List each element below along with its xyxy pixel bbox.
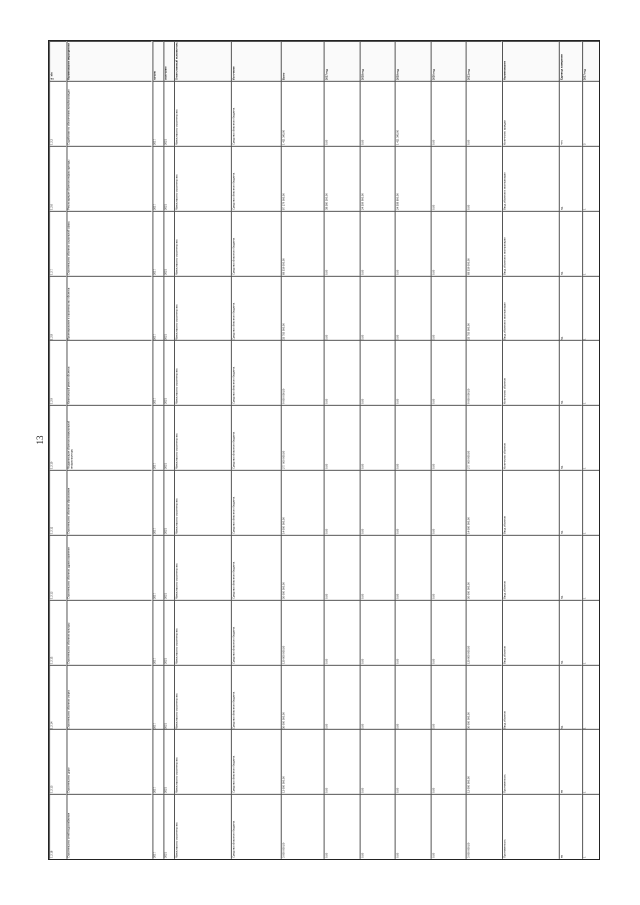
table-cell-resp: Министерство строительства <box>174 146 231 211</box>
table-cell-ind: Ввод объектов <box>502 600 559 665</box>
table-cell-source: Средства областного бюджета <box>231 81 281 146</box>
table-cell-source: Средства областного бюджета <box>231 405 281 470</box>
table-cell-y2017: 0,00 <box>324 535 360 600</box>
table-cell-source: Средства областного бюджета <box>231 211 281 276</box>
table-cell-total: 12 000 000,00 <box>281 729 324 794</box>
table-cell-y2021: 30 000 000,00 <box>466 665 502 730</box>
table-cell-ind: Количество объектов <box>502 340 559 405</box>
table-cell-y2017: 0,00 <box>324 665 360 730</box>
table-cell-v: 1 <box>582 600 599 665</box>
table-cell-y2019: 0,00 <box>395 665 431 730</box>
table-cell-name: Реконструкция объектов инфраструктуры <box>66 146 151 211</box>
table-cell-ind: Протяженность <box>502 729 559 794</box>
table-cell-end: 2021 <box>163 276 174 341</box>
table-cell-start: 2017 <box>152 729 163 794</box>
table-cell-no: 1.2.10 <box>49 405 66 470</box>
table-cell-name: Строительство объектов культуры <box>66 600 151 665</box>
table-cell-unit: ед. <box>559 211 582 276</box>
table-cell-ind: Ввод объектов <box>502 470 559 535</box>
table-cell-y2021: 3 000 000,00 <box>466 794 502 859</box>
table-cell-v: 1 <box>582 729 599 794</box>
table-cell-y2020: 0,00 <box>431 470 467 535</box>
header-y2019: 2019 год <box>395 41 431 81</box>
table-cell-y2018: 0,00 <box>360 729 396 794</box>
table-cell-source: Средства областного бюджета <box>231 794 281 859</box>
table-cell-name: Строительство объектов образования <box>66 470 151 535</box>
table-cell-y2019: 0,00 <box>395 211 431 276</box>
table-cell-ind: Ввод объектов <box>502 535 559 600</box>
table-cell-name: Содействие по обеспечению жильём граждан <box>66 81 151 146</box>
table-cell-no: 1.2.9 <box>49 340 66 405</box>
table-cell-no: 1.2.12 <box>49 535 66 600</box>
table-cell-y2018: 24 309 900,00 <box>360 146 396 211</box>
table-cell-y2020: 0,00 <box>431 535 467 600</box>
table-cell-source: Средства областного бюджета <box>231 276 281 341</box>
table-cell-end: 2021 <box>163 794 174 859</box>
table-cell-source: Средства областного бюджета <box>231 146 281 211</box>
header-y2020: 2020 год <box>431 41 467 81</box>
table-cell-total: 3 000 000,00 <box>281 794 324 859</box>
financing-table <box>48 40 600 860</box>
table-cell-y2017: 0,00 <box>324 211 360 276</box>
table-cell-y2018: 0,00 <box>360 211 396 276</box>
table-cell-y2019: 0,00 <box>395 794 431 859</box>
table-cell-resp: Министерство строительства <box>174 276 231 341</box>
table-cell-y2020: 0,00 <box>431 729 467 794</box>
header-source: Источники <box>231 41 281 81</box>
table-cell-resp: Министерство строительства <box>174 729 231 794</box>
table-cell-resp: Министерство строительства <box>174 405 231 470</box>
table-cell-source: Средства областного бюджета <box>231 600 281 665</box>
table-cell-name: Капитальный ремонт объектов <box>66 340 151 405</box>
table-cell-no: 1.2.8 <box>49 276 66 341</box>
table-cell-y2018: 0,00 <box>360 340 396 405</box>
table-cell-no: 1.2.2 <box>49 81 66 146</box>
table-cell-start: 2017 <box>152 600 163 665</box>
table-cell-y2021: 0,00 <box>466 81 502 146</box>
table-cell-no: 1.2.16 <box>49 794 66 859</box>
table-cell-ind: Ввод объектов в эксплуатацию <box>502 146 559 211</box>
table-cell-y2020: 0,00 <box>431 665 467 730</box>
table-cell-y2017: 38 560 500,00 <box>324 146 360 211</box>
table-cell-v: 1 <box>582 276 599 341</box>
table-cell-v: 1 <box>582 340 599 405</box>
table-cell-y2018: 0,00 <box>360 665 396 730</box>
table-cell-y2020: 0,00 <box>431 340 467 405</box>
table-cell-y2021: 0,00 <box>466 146 502 211</box>
table-cell-ind: Количество объектов <box>502 405 559 470</box>
table-cell-y2020: 0,00 <box>431 405 467 470</box>
header-end: окончание <box>163 41 174 81</box>
table-cell-resp: Министерство строительства <box>174 665 231 730</box>
table-cell-resp: Министерство строительства <box>174 81 231 146</box>
table-cell-y2017: 0,00 <box>324 405 360 470</box>
table-cell-y2021: 68 319 000,00 <box>466 211 502 276</box>
table-cell-source: Средства областного бюджета <box>231 535 281 600</box>
table-cell-name: Строительство объектов социальной сферы <box>66 211 151 276</box>
header-ind: Наименование <box>502 41 559 81</box>
table-cell-start: 2017 <box>152 665 163 730</box>
table-cell-y2021: 50 000 000,00 <box>466 535 502 600</box>
table-cell-total: 50 000 000,00 <box>281 535 324 600</box>
table-cell-start: 2017 <box>152 535 163 600</box>
table-cell-y2017: 0,00 <box>324 276 360 341</box>
header-v: 2017 год <box>582 41 599 81</box>
table-cell-resp: Министерство строительства <box>174 535 231 600</box>
table-cell-y2019: 0,00 <box>395 729 431 794</box>
header-start: начало <box>152 41 163 81</box>
table-cell-y2020: 0,00 <box>431 794 467 859</box>
table-cell-start: 2017 <box>152 81 163 146</box>
table-cell-y2021: 120 000 000,00 <box>466 600 502 665</box>
table-cell-y2021: 277 000 000,00 <box>466 405 502 470</box>
table-cell-source: Средства областного бюджета <box>231 340 281 405</box>
table-cell-total: 9 000 000,00 <box>281 340 324 405</box>
table-cell-y2021: 12 000 000,00 <box>466 729 502 794</box>
table-cell-y2017: 0,00 <box>324 340 360 405</box>
table-cell-start: 2017 <box>152 405 163 470</box>
table-cell-y2019: 0,00 <box>395 600 431 665</box>
table-cell-end: 2021 <box>163 470 174 535</box>
table-cell-end: 2021 <box>163 146 174 211</box>
table-cell-unit: ед. <box>559 600 582 665</box>
table-cell-v: 1 <box>582 794 599 859</box>
table-cell-resp: Министерство строительства <box>174 340 231 405</box>
table-cell-y2019: 0,00 <box>395 470 431 535</box>
header-resp: Ответственный исполнитель <box>174 41 231 81</box>
header-y2017: 2017 год <box>324 41 360 81</box>
table-cell-y2018: 0,00 <box>360 470 396 535</box>
table-cell-v: 1 <box>582 211 599 276</box>
table-cell-unit: ед. <box>559 535 582 600</box>
table-cell-y2020: 0,00 <box>431 81 467 146</box>
table-cell-end: 2021 <box>163 405 174 470</box>
table-cell-y2020: 0,00 <box>431 600 467 665</box>
table-cell-y2019: 0,00 <box>395 340 431 405</box>
table-cell-name: Модернизация объектов коммунальной инфраструктуры <box>66 405 151 470</box>
table-cell-no: 1.2.11 <box>49 470 66 535</box>
table-cell-y2017: 0,00 <box>324 729 360 794</box>
table-cell-y2018: 0,00 <box>360 535 396 600</box>
table-cell-end: 2021 <box>163 211 174 276</box>
table-cell-resp: Министерство строительства <box>174 600 231 665</box>
table-cell-y2020: 0,00 <box>431 211 467 276</box>
page-number: 13 <box>35 435 45 445</box>
table-cell-y2018: 0,00 <box>360 794 396 859</box>
table-cell-unit: ед. <box>559 340 582 405</box>
table-cell-ind: Ввод объектов <box>502 665 559 730</box>
table-cell-no: 1.2.7 <box>49 211 66 276</box>
table-cell-unit: ед. <box>559 276 582 341</box>
table-cell-start: 2017 <box>152 276 163 341</box>
table-cell-name: Строительство объектов здравоохранения <box>66 535 151 600</box>
table-cell-unit: чел. <box>559 81 582 146</box>
header-no: № п/п <box>49 41 66 81</box>
table-cell-unit: км <box>559 729 582 794</box>
table-cell-name: Строительство объектов спорта <box>66 665 151 730</box>
table-cell-no: 1.2.13 <box>49 600 66 665</box>
table-cell-y2021: 33 792 000,00 <box>466 276 502 341</box>
table-cell-y2019: 0,00 <box>395 405 431 470</box>
table-cell-v: 1 <box>582 535 599 600</box>
table-cell-name: Строительство сетей водоснабжения <box>66 794 151 859</box>
table-cell-start: 2017 <box>152 340 163 405</box>
table-cell-total: 277 000 000,00 <box>281 405 324 470</box>
header-y2021: 2021 год <box>466 41 502 81</box>
table-cell-total: 87 179 000,00 <box>281 146 324 211</box>
header-name: Наименование мероприятия <box>66 41 151 81</box>
table-cell-unit: ед. <box>559 470 582 535</box>
table-cell-y2018: 0,00 <box>360 405 396 470</box>
table-cell-total: 120 000 000,00 <box>281 600 324 665</box>
header-unit: Единица измерения <box>559 41 582 81</box>
table-grid <box>49 41 599 859</box>
table-cell-name: Проектирование и строительство объектов <box>66 276 151 341</box>
table-cell-total: 1 411 345,00 <box>281 81 324 146</box>
table-cell-end: 2021 <box>163 600 174 665</box>
table-cell-end: 2021 <box>163 729 174 794</box>
table-cell-y2017: 0,00 <box>324 81 360 146</box>
table-cell-y2021: 14 000 000,00 <box>466 470 502 535</box>
table-cell-no: 1.2.15 <box>49 729 66 794</box>
table-cell-y2019: 24 308 600,00 <box>395 146 431 211</box>
table-cell-v: 1 <box>582 146 599 211</box>
table-cell-ind: Протяженность <box>502 794 559 859</box>
table-cell-total: 68 319 000,00 <box>281 211 324 276</box>
table-cell-y2018: 0,00 <box>360 276 396 341</box>
table-cell-unit: ед. <box>559 665 582 730</box>
table-cell-resp: Министерство строительства <box>174 211 231 276</box>
table-cell-y2018: 0,00 <box>360 600 396 665</box>
table-cell-name: Строительство дорог <box>66 729 151 794</box>
table-cell-ind: Ввод объектов в эксплуатацию <box>502 211 559 276</box>
table-cell-y2020: 0,00 <box>431 146 467 211</box>
table-cell-total: 14 000 000,00 <box>281 470 324 535</box>
table-cell-y2017: 0,00 <box>324 470 360 535</box>
table-cell-resp: Министерство строительства <box>174 794 231 859</box>
table-cell-unit: км <box>559 794 582 859</box>
table-cell-start: 2017 <box>152 146 163 211</box>
table-cell-end: 2021 <box>163 340 174 405</box>
table-cell-y2021: 9 000 000,00 <box>466 340 502 405</box>
table-cell-v: 1 <box>582 665 599 730</box>
table-cell-source: Средства областного бюджета <box>231 470 281 535</box>
table-cell-source: Средства областного бюджета <box>231 665 281 730</box>
table-cell-end: 2021 <box>163 81 174 146</box>
table-cell-start: 2017 <box>152 794 163 859</box>
table-cell-source: Средства областного бюджета <box>231 729 281 794</box>
table-cell-v: 5 <box>582 81 599 146</box>
table-cell-y2017: 0,00 <box>324 794 360 859</box>
table-cell-y2019: 0,00 <box>395 535 431 600</box>
table-cell-resp: Министерство строительства <box>174 470 231 535</box>
table-cell-y2020: 0,00 <box>431 276 467 341</box>
table-cell-total: 33 792 000,00 <box>281 276 324 341</box>
table-cell-unit: ед. <box>559 146 582 211</box>
table-cell-no: 1.2.14 <box>49 665 66 730</box>
header-total: Всего <box>281 41 324 81</box>
table-cell-start: 2017 <box>152 470 163 535</box>
table-cell-end: 2021 <box>163 535 174 600</box>
table-cell-ind: Количество граждан <box>502 81 559 146</box>
table-cell-y2018: 0,00 <box>360 81 396 146</box>
table-cell-no: 1.2.6 <box>49 146 66 211</box>
table-cell-y2019: 0,00 <box>395 276 431 341</box>
table-cell-start: 2017 <box>152 211 163 276</box>
table-cell-total: 30 000 000,00 <box>281 665 324 730</box>
table-cell-v: 1 <box>582 470 599 535</box>
table-cell-v: 1 <box>582 405 599 470</box>
table-cell-unit: ед. <box>559 405 582 470</box>
header-y2018: 2018 год <box>360 41 396 81</box>
table-cell-y2017: 0,00 <box>324 600 360 665</box>
table-cell-y2019: 1 411 345,00 <box>395 81 431 146</box>
table-cell-ind: Ввод объектов в эксплуатацию <box>502 276 559 341</box>
table-cell-end: 2021 <box>163 665 174 730</box>
